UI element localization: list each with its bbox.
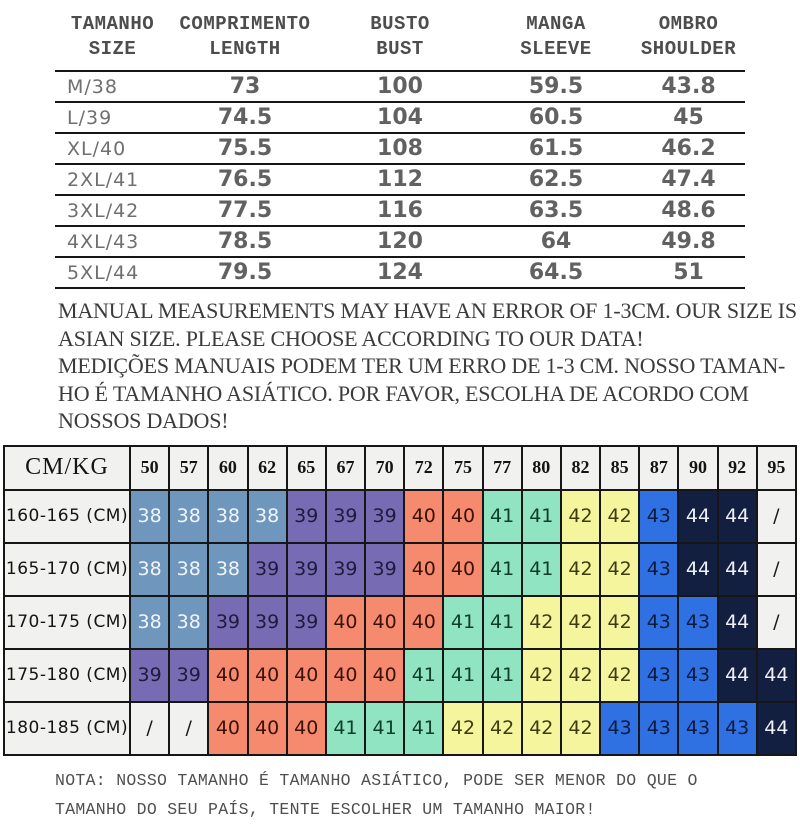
size-recommendation-cell: 43 xyxy=(678,649,717,702)
measurement-value: 47.4 xyxy=(661,167,716,192)
height-range-label: 180-185 (CM) xyxy=(4,702,130,755)
size-recommendation-cell: 43 xyxy=(678,596,717,649)
measurement-value: 62.5 xyxy=(528,167,584,192)
size-table-header-shoulder xyxy=(632,10,745,71)
size-table-header-sleeve xyxy=(480,10,632,71)
size-recommendation-cell: / xyxy=(757,490,796,543)
size-recommendation-cell: 44 xyxy=(678,543,717,596)
size-recommendation-cell: 42 xyxy=(600,596,639,649)
header-label-pt: COMPRIMENTO xyxy=(179,13,311,35)
size-recommendation-cell: 39 xyxy=(287,490,326,543)
size-label: L/39 xyxy=(67,106,113,129)
measurement-value: 59.5 xyxy=(528,74,584,99)
weight-column-header: 95 xyxy=(757,446,796,490)
size-table-row xyxy=(55,164,745,195)
size-recommendation-cell: 43 xyxy=(600,702,639,755)
measurement-value: 78.5 xyxy=(217,229,273,254)
size-recommendation-cell: 41 xyxy=(483,543,522,596)
size-recommendation-cell: 40 xyxy=(443,543,482,596)
measurement-value: 46.2 xyxy=(661,136,716,161)
size-recommendation-cell: 41 xyxy=(483,490,522,543)
size-recommendation-cell: 40 xyxy=(326,596,365,649)
note-line: NOSSOS DADOS! xyxy=(58,408,229,433)
size-recommendation-cell: 40 xyxy=(365,596,404,649)
weight-column-header: 67 xyxy=(326,446,365,490)
measurement-value: 49.8 xyxy=(661,229,716,254)
weight-column-header: 65 xyxy=(287,446,326,490)
garment-size-table xyxy=(55,10,745,289)
size-recommendation-cell: 42 xyxy=(600,543,639,596)
size-recommendation-cell: 39 xyxy=(326,543,365,596)
size-recommendation-cell: 39 xyxy=(287,596,326,649)
size-recommendation-cell: 38 xyxy=(169,596,208,649)
size-recommendation-cell: 41 xyxy=(326,702,365,755)
size-recommendation-cell: / xyxy=(757,543,796,596)
measurement-value: 124 xyxy=(377,260,423,285)
note-line: MANUAL MEASUREMENTS MAY HAVE AN ERROR OF 1-3CM. OUR SIZE IS xyxy=(58,298,797,323)
size-recommendation-cell: 40 xyxy=(208,649,247,702)
weight-column-header: 72 xyxy=(404,446,443,490)
size-table-row xyxy=(55,226,745,257)
weight-column-header: 82 xyxy=(561,446,600,490)
size-recommendation-cell: 38 xyxy=(169,543,208,596)
size-recommendation-cell: 41 xyxy=(443,649,482,702)
size-recommendation-cell: 40 xyxy=(404,543,443,596)
measurement-value: 74.5 xyxy=(217,105,273,130)
size-recommendation-cell: 40 xyxy=(287,702,326,755)
size-recommendation-cell: 40 xyxy=(248,702,287,755)
weight-table-row xyxy=(4,702,796,755)
measurement-value: 108 xyxy=(377,136,423,161)
size-recommendation-cell: 39 xyxy=(248,596,287,649)
size-recommendation-cell: / xyxy=(169,702,208,755)
size-recommendation-cell: 41 xyxy=(483,596,522,649)
size-recommendation-cell: 38 xyxy=(208,543,247,596)
size-recommendation-cell: 43 xyxy=(639,490,678,543)
size-recommendation-cell: 40 xyxy=(404,596,443,649)
size-recommendation-cell: 40 xyxy=(248,649,287,702)
size-recommendation-cell: 42 xyxy=(561,596,600,649)
size-recommendation-cell: 39 xyxy=(130,649,169,702)
header-label-en: SHOULDER xyxy=(640,38,737,60)
weight-column-header: 75 xyxy=(443,446,482,490)
size-label: M/38 xyxy=(67,75,118,98)
size-recommendation-cell: 40 xyxy=(365,649,404,702)
size-recommendation-cell: 41 xyxy=(404,649,443,702)
size-label: 4XL/43 xyxy=(67,230,140,253)
size-recommendation-cell: 41 xyxy=(404,702,443,755)
weight-column-header: 60 xyxy=(208,446,247,490)
measurement-value: 45 xyxy=(673,105,704,130)
header-label-pt: OMBRO xyxy=(658,13,719,35)
weight-table-header-row xyxy=(4,446,796,490)
cm-kg-corner-label: CM/KG xyxy=(4,446,130,490)
measurement-value: 77.5 xyxy=(217,198,273,223)
measurement-value: 60.5 xyxy=(528,105,584,130)
measurement-value: 48.6 xyxy=(661,198,716,223)
note-line: HO É TAMANHO ASIÁTICO. POR FAVOR, ESCOLHA DE ACORDO COM xyxy=(58,380,749,406)
height-range-label: 165-170 (CM) xyxy=(4,543,130,596)
note-line: ASIAN SIZE. PLEASE CHOOSE ACCORDING TO OUR DATA! xyxy=(58,325,644,351)
size-table-header-row xyxy=(55,10,745,71)
size-recommendation-cell: / xyxy=(130,702,169,755)
header-label-pt: TAMANHO xyxy=(70,13,155,35)
header-label-en: SIZE xyxy=(88,38,137,60)
size-recommendation-cell: 42 xyxy=(600,649,639,702)
size-recommendation-cell: 42 xyxy=(522,649,561,702)
size-recommendation-cell: 39 xyxy=(248,543,287,596)
measurement-value: 76.5 xyxy=(217,167,273,192)
size-recommendation-cell: 39 xyxy=(365,543,404,596)
size-recommendation-cell: 38 xyxy=(248,490,287,543)
size-recommendation-cell: 43 xyxy=(639,543,678,596)
size-recommendation-cell: 43 xyxy=(639,649,678,702)
size-recommendation-cell: 38 xyxy=(130,490,169,543)
size-label: 3XL/42 xyxy=(67,199,140,222)
height-range-label: 160-165 (CM) xyxy=(4,490,130,543)
weight-column-header: 90 xyxy=(678,446,717,490)
size-label: XL/40 xyxy=(67,137,127,160)
size-recommendation-cell: 41 xyxy=(443,596,482,649)
size-table-row xyxy=(55,71,745,102)
weight-column-header: 77 xyxy=(483,446,522,490)
size-table-row xyxy=(55,257,745,288)
size-recommendation-cell: 39 xyxy=(169,649,208,702)
height-range-label: 170-175 (CM) xyxy=(4,596,130,649)
weight-column-header: 80 xyxy=(522,446,561,490)
size-recommendation-cell: 40 xyxy=(287,649,326,702)
size-recommendation-cell: 40 xyxy=(208,702,247,755)
header-label-en: LENGTH xyxy=(209,38,281,60)
measurement-value: 79.5 xyxy=(217,260,273,285)
weight-column-header: 50 xyxy=(130,446,169,490)
size-recommendation-cell: 43 xyxy=(678,702,717,755)
size-recommendation-cell: 40 xyxy=(326,649,365,702)
size-recommendation-cell: 40 xyxy=(443,490,482,543)
weight-table-row xyxy=(4,649,796,702)
measurement-value: 116 xyxy=(377,198,423,223)
weight-column-header: 70 xyxy=(365,446,404,490)
header-label-pt: BUSTO xyxy=(370,13,430,35)
measurement-value: 112 xyxy=(377,167,423,192)
size-recommendation-cell: 39 xyxy=(287,543,326,596)
measurement-value: 61.5 xyxy=(528,136,584,161)
size-recommendation-cell: 38 xyxy=(208,490,247,543)
size-recommendation-cell: 43 xyxy=(639,702,678,755)
size-recommendation-cell: 42 xyxy=(561,649,600,702)
weight-table-row xyxy=(4,596,796,649)
size-recommendation-cell: 42 xyxy=(443,702,482,755)
measurement-value: 43.8 xyxy=(661,74,716,99)
size-table-header-bust xyxy=(320,10,480,71)
weight-table-row xyxy=(4,490,796,543)
header-label-en: SLEEVE xyxy=(520,38,592,60)
weight-column-header: 87 xyxy=(639,446,678,490)
size-table-row xyxy=(55,102,745,133)
header-label-pt: MANGA xyxy=(526,13,586,35)
measurement-value: 120 xyxy=(377,229,423,254)
size-recommendation-cell: 42 xyxy=(483,702,522,755)
size-recommendation-cell: 44 xyxy=(678,490,717,543)
weight-column-header: 62 xyxy=(248,446,287,490)
size-recommendation-cell: 39 xyxy=(326,490,365,543)
measurement-value: 73 xyxy=(229,74,261,99)
size-recommendation-cell: 42 xyxy=(561,543,600,596)
size-recommendation-cell: 38 xyxy=(130,596,169,649)
weight-column-header: 85 xyxy=(600,446,639,490)
footer-line: TAMANHO DO SEU PAÍS, TENTE ESCOLHER UM TAMANHO MAIOR! xyxy=(55,799,596,819)
size-recommendation-cell: 38 xyxy=(130,543,169,596)
footer-note xyxy=(55,766,800,824)
size-recommendation-cell: 41 xyxy=(483,649,522,702)
size-recommendation-cell: 38 xyxy=(169,490,208,543)
size-recommendation-cell: 42 xyxy=(522,702,561,755)
size-recommendation-cell: 40 xyxy=(404,490,443,543)
size-recommendation-cell: 42 xyxy=(561,702,600,755)
measurement-notes xyxy=(58,297,800,435)
size-label: 2XL/41 xyxy=(67,168,140,191)
measurement-value: 100 xyxy=(377,74,423,99)
footer-line: NOTA: NOSSO TAMANHO É TAMANHO ASIÁTICO, PODE SER MENOR DO QUE O xyxy=(55,770,698,790)
size-recommendation-cell: 42 xyxy=(600,490,639,543)
size-recommendation-cell: 44 xyxy=(718,490,757,543)
size-recommendation-cell: 44 xyxy=(718,649,757,702)
size-table-header-size xyxy=(55,10,170,71)
size-recommendation-cell: 39 xyxy=(365,490,404,543)
size-recommendation-cell: 43 xyxy=(639,596,678,649)
measurement-value: 51 xyxy=(673,260,704,285)
measurement-value: 64.5 xyxy=(528,260,584,285)
measurement-value: 63.5 xyxy=(528,198,584,223)
size-recommendation-cell: / xyxy=(757,596,796,649)
size-recommendation-cell: 42 xyxy=(561,490,600,543)
size-recommendation-cell: 43 xyxy=(718,702,757,755)
size-recommendation-cell: 44 xyxy=(757,649,796,702)
size-table-row xyxy=(55,195,745,226)
size-recommendation-cell: 41 xyxy=(365,702,404,755)
size-recommendation-cell: 44 xyxy=(718,596,757,649)
size-recommendation-cell: 42 xyxy=(522,596,561,649)
size-recommendation-cell: 41 xyxy=(522,490,561,543)
size-table-row xyxy=(55,133,745,164)
header-label-en: BUST xyxy=(376,38,424,60)
size-recommendation-cell: 44 xyxy=(718,543,757,596)
measurement-value: 64 xyxy=(540,229,572,254)
weight-column-header: 57 xyxy=(169,446,208,490)
size-recommendation-cell: 41 xyxy=(522,543,561,596)
size-table-body xyxy=(55,71,745,288)
height-range-label: 175-180 (CM) xyxy=(4,649,130,702)
measurement-value: 75.5 xyxy=(217,136,273,161)
size-recommendation-cell: 39 xyxy=(208,596,247,649)
size-chart-sheet xyxy=(0,10,800,824)
size-table-header-length xyxy=(170,10,320,71)
measurement-value: 104 xyxy=(377,105,423,130)
height-weight-table xyxy=(3,445,797,756)
weight-column-header: 92 xyxy=(718,446,757,490)
size-label: 5XL/44 xyxy=(67,261,140,284)
weight-table-body xyxy=(4,490,796,755)
weight-table-row xyxy=(4,543,796,596)
size-recommendation-cell: 44 xyxy=(757,702,796,755)
note-line: MEDIÇÕES MANUAIS PODEM TER UM ERRO DE 1-3 CM. NOSSO TAMAN- xyxy=(58,353,786,378)
